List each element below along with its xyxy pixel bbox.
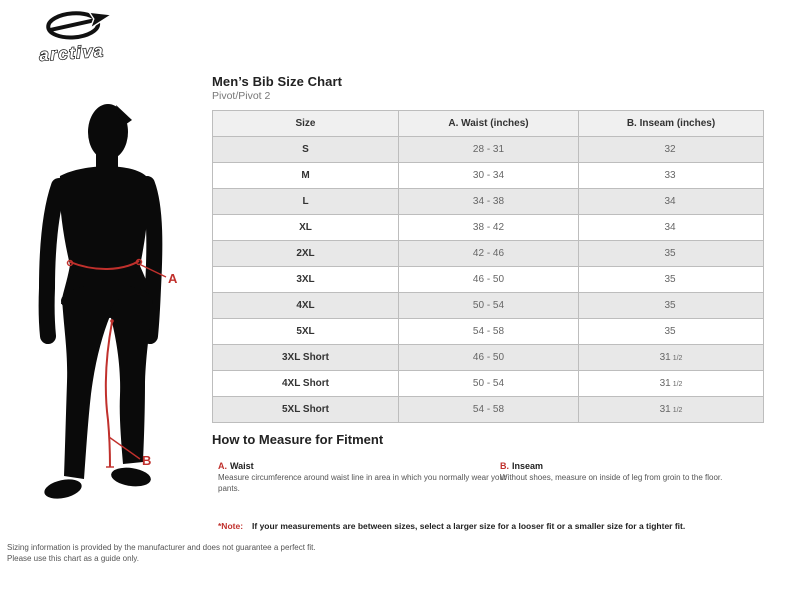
note-text: If your measurements are between sizes, select a larger size for a looser fit or a smaller size for a tighter fit. xyxy=(252,521,686,531)
waist-label-a: A xyxy=(168,271,178,286)
measure-section-heading: How to Measure for Fitment xyxy=(212,432,384,447)
table-header-row xyxy=(213,111,764,137)
waist-cell: 54 - 58 xyxy=(399,397,579,423)
arctiva-logo xyxy=(24,4,134,70)
waist-cell: 50 - 54 xyxy=(399,293,579,319)
body-silhouette-figure xyxy=(30,85,210,535)
waist-cell: 30 - 34 xyxy=(399,163,579,189)
waist-cell: 46 - 50 xyxy=(399,345,579,371)
page-title: Men’s Bib Size Chart xyxy=(212,74,343,89)
measure-description-waist: Measure circumference around waist line in area in which you normally wear your pants. xyxy=(218,473,507,493)
size-chart-table xyxy=(212,110,764,423)
measure-description-inseam: Without shoes, measure on inside of leg from groin to the floor. xyxy=(500,473,723,482)
table-row xyxy=(213,215,764,241)
arrow-emblem xyxy=(47,11,113,39)
inseam-cell: 34 xyxy=(579,215,764,241)
measure-item-title xyxy=(500,461,785,471)
size-cell: 4XL xyxy=(213,293,399,319)
size-cell: M xyxy=(213,163,399,189)
inseam-measure-line xyxy=(106,322,112,467)
size-cell: 2XL xyxy=(213,241,399,267)
measure-name-inseam: Inseam xyxy=(512,461,544,471)
inseam-cell: 35 xyxy=(579,267,764,293)
size-cell: 4XL Short xyxy=(213,371,399,397)
inseam-label-b: B xyxy=(142,453,152,468)
measure-letter-b: B. xyxy=(500,461,509,471)
size-cell: 5XL Short xyxy=(213,397,399,423)
column-header-inseam: B. Inseam (inches) xyxy=(579,111,764,137)
size-cell: 3XL xyxy=(213,267,399,293)
measure-item-waist xyxy=(218,461,508,495)
waist-cell: 54 - 58 xyxy=(399,319,579,345)
inseam-cell: 35 xyxy=(579,319,764,345)
sizing-note xyxy=(218,521,685,531)
table-row xyxy=(213,397,764,423)
disclaimer-line-1: Sizing information is provided by the manufacturer and does not guarantee a perfect fit. xyxy=(7,543,316,552)
waist-cell: 34 - 38 xyxy=(399,189,579,215)
size-cell: 5XL xyxy=(213,319,399,345)
measure-name-waist: Waist xyxy=(230,461,254,471)
size-cell: XL xyxy=(213,215,399,241)
waist-cell: 28 - 31 xyxy=(399,137,579,163)
size-cell: L xyxy=(213,189,399,215)
table-row xyxy=(213,137,764,163)
table-row xyxy=(213,345,764,371)
measure-item-title xyxy=(218,461,508,471)
brand-wordmark: arctiva xyxy=(38,41,106,65)
inseam-cell: 33 xyxy=(579,163,764,189)
table-row xyxy=(213,163,764,189)
inseam-cell: 31 1/2 xyxy=(579,397,764,423)
measure-letter-a: A. xyxy=(218,461,227,471)
manufacturer-disclaimer xyxy=(7,543,316,565)
measure-item-inseam xyxy=(500,461,785,484)
table-row xyxy=(213,189,764,215)
table-row xyxy=(213,293,764,319)
note-label: *Note: xyxy=(218,521,244,531)
table-row xyxy=(213,319,764,345)
table-row xyxy=(213,267,764,293)
table-row xyxy=(213,241,764,267)
inseam-cell: 31 1/2 xyxy=(579,371,764,397)
waist-cell: 38 - 42 xyxy=(399,215,579,241)
waist-cell: 42 - 46 xyxy=(399,241,579,267)
waist-cell: 46 - 50 xyxy=(399,267,579,293)
inseam-cell: 35 xyxy=(579,241,764,267)
size-cell: S xyxy=(213,137,399,163)
inseam-cell: 31 1/2 xyxy=(579,345,764,371)
column-header-size: Size xyxy=(213,111,399,137)
inseam-cell: 32 xyxy=(579,137,764,163)
inseam-cell: 35 xyxy=(579,293,764,319)
body-silhouette xyxy=(43,104,155,502)
table-row xyxy=(213,371,764,397)
disclaimer-line-2: Please use this chart as a guide only. xyxy=(7,553,139,563)
waist-cell: 50 - 54 xyxy=(399,371,579,397)
page-subtitle: Pivot/Pivot 2 xyxy=(212,90,271,102)
column-header-waist: A. Waist (inches) xyxy=(399,111,579,137)
inseam-cell: 34 xyxy=(579,189,764,215)
size-cell: 3XL Short xyxy=(213,345,399,371)
